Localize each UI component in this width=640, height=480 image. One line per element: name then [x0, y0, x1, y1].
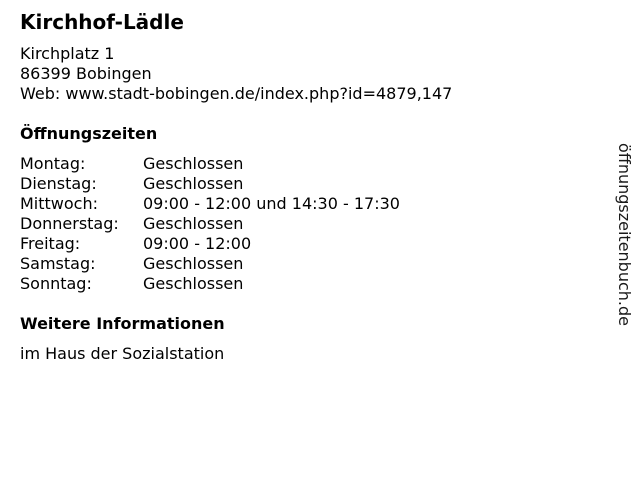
day-label: Samstag:: [20, 254, 96, 273]
day-label: Montag:: [20, 154, 86, 173]
business-name: Kirchhof-Lädle: [20, 10, 184, 34]
brand-watermark: [614, 134, 634, 334]
hours-value: 09:00 - 12:00: [143, 234, 252, 253]
hours-value: Geschlossen: [143, 174, 244, 193]
website-line: Web: www.stadt-bobingen.de/index.php?id=4879,147: [20, 84, 453, 103]
hours-row-saturday: [20, 254, 400, 274]
hours-value: Geschlossen: [143, 214, 244, 233]
hours-row-sunday: [20, 274, 400, 294]
hours-value: Geschlossen: [143, 254, 244, 273]
opening-hours-heading: Öffnungszeiten: [20, 124, 158, 143]
street-address: Kirchplatz 1: [20, 44, 115, 63]
more-info-heading: Weitere Informationen: [20, 314, 225, 333]
hours-value: Geschlossen: [143, 274, 244, 293]
hours-row-friday: [20, 234, 400, 254]
city-postal-code: 86399 Bobingen: [20, 64, 152, 83]
hours-row-wednesday: [20, 194, 400, 214]
day-label: Donnerstag:: [20, 214, 119, 233]
hours-row-monday: [20, 154, 400, 174]
hours-row-tuesday: [20, 174, 400, 194]
day-label: Sonntag:: [20, 274, 92, 293]
brand-text: öffnungszeitenbuch.de: [615, 142, 634, 326]
hours-row-thursday: [20, 214, 400, 234]
hours-value: Geschlossen: [143, 154, 244, 173]
day-label: Dienstag:: [20, 174, 97, 193]
opening-hours-table: [20, 154, 400, 294]
day-label: Freitag:: [20, 234, 81, 253]
day-label: Mittwoch:: [20, 194, 98, 213]
more-info-text: im Haus der Sozialstation: [20, 344, 225, 363]
address-block: [20, 44, 452, 104]
hours-value: 09:00 - 12:00 und 14:30 - 17:30: [143, 194, 400, 213]
